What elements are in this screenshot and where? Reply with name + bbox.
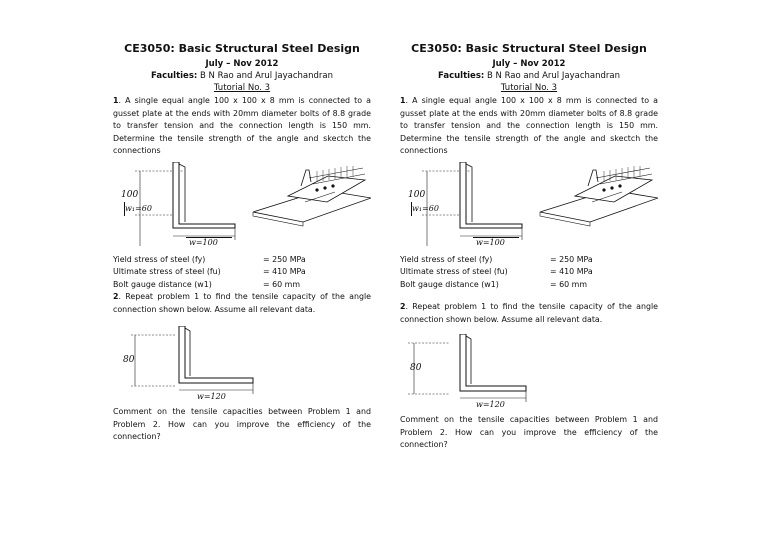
- property-row: [113, 266, 371, 279]
- angle-section-figure: [400, 162, 658, 254]
- width-label: w=100: [189, 237, 218, 247]
- material-properties: [113, 254, 371, 292]
- property-label: Yield stress of steel (fy): [400, 254, 493, 264]
- property-label: Ultimate stress of steel (fu): [400, 267, 508, 276]
- property-row: [113, 279, 371, 292]
- angle-section-figure: [113, 162, 371, 254]
- angle-section-figure-2: [113, 326, 371, 406]
- course-title: CE3050: Basic Structural Steel Design: [124, 42, 360, 55]
- gauge-label: w₁=60: [125, 203, 152, 213]
- tutorial-number: Tutorial No. 3: [213, 83, 271, 93]
- property-row: [400, 254, 658, 267]
- figure-1: [400, 162, 658, 254]
- spacer: [400, 291, 658, 301]
- property-label: Bolt gauge distance (w1): [113, 279, 212, 289]
- height-label: 80: [123, 355, 135, 365]
- problem-1-text: [113, 95, 371, 158]
- property-label: Ultimate stress of steel (fu): [113, 267, 221, 276]
- connection-sketch: [253, 166, 371, 226]
- material-properties: [400, 254, 658, 292]
- figure-2: [113, 326, 371, 406]
- problem-2-number: 2: [400, 302, 406, 311]
- property-row: [400, 279, 658, 292]
- height-label: 100: [408, 189, 426, 200]
- faculties-names: B N Rao and Arul Jayachandran: [486, 71, 620, 81]
- problem-1-body: . A single equal angle 100 x 100 x 8 mm is connected to a gusset plate at the ends with 20mm diameter bolts of 8.8 grade to transfer tension and the connection length is 150 mm. Determine the tensile strength of the angle and skectch the connections: [113, 96, 371, 155]
- width-label: w=120: [476, 400, 505, 409]
- property-value: = 250 MPa: [263, 254, 306, 264]
- property-label: Bolt gauge distance (w1): [400, 279, 499, 289]
- problem-2-body: . Repeat problem 1 to find the tensile capacity of the angle connection shown below. Assume all relevant data.: [113, 292, 371, 314]
- problem-1-number: 1: [400, 96, 406, 105]
- figure-1: [113, 162, 371, 254]
- problem-1-text: [400, 95, 658, 158]
- faculties-line: [400, 71, 658, 81]
- course-title: CE3050: Basic Structural Steel Design: [411, 42, 647, 55]
- tutorial-number: Tutorial No. 3: [500, 83, 558, 93]
- property-value: = 60 mm: [263, 279, 301, 289]
- width-label: w=120: [197, 392, 226, 401]
- gauge-label: w₁=60: [412, 203, 439, 213]
- problem-1-body: . A single equal angle 100 x 100 x 8 mm is connected to a gusset plate at the ends with 20mm diameter bolts of 8.8 grade to transfer tension and the connection length is 150 mm. Determine the tensile strength of the angle and skectch the connections: [400, 96, 658, 155]
- height-label: 80: [410, 363, 422, 373]
- property-label: Yield stress of steel (fy): [113, 254, 206, 264]
- property-row: [113, 254, 371, 267]
- problem-2-number: 2: [113, 292, 119, 301]
- problem-2-text: [113, 291, 371, 316]
- property-value: = 60 mm: [550, 279, 588, 289]
- problem-1-number: 1: [113, 96, 119, 105]
- faculties-names: B N Rao and Arul Jayachandran: [199, 71, 333, 81]
- comment-text: Comment on the tensile capacities between Problem 1 and Problem 2. How can you improve the efficiency of the connection?: [113, 407, 371, 441]
- faculties-line: [113, 71, 371, 81]
- property-row: [400, 266, 658, 279]
- faculties-label: Faculties:: [151, 71, 198, 81]
- property-value: = 410 MPa: [550, 267, 593, 276]
- property-value: = 410 MPa: [263, 267, 306, 276]
- session-dates: July – Nov 2012: [205, 59, 279, 69]
- comment-text: Comment on the tensile capacities between Problem 1 and Problem 2. How can you improve the efficiency of the connection?: [400, 415, 658, 449]
- figure-2: [400, 334, 658, 414]
- angle-section-figure-2: [400, 334, 658, 414]
- tutorial-sheet-right: [400, 42, 658, 452]
- problem-2-body: . Repeat problem 1 to find the tensile capacity of the angle connection shown below. Assume all relevant data.: [400, 302, 658, 324]
- faculties-label: Faculties:: [438, 71, 485, 81]
- width-label: w=100: [476, 237, 505, 247]
- height-label: 100: [121, 189, 139, 200]
- session-dates: July – Nov 2012: [492, 59, 566, 69]
- connection-sketch: [540, 166, 658, 226]
- tutorial-sheet-left: [113, 42, 371, 444]
- problem-2-text: [400, 301, 658, 326]
- property-value: = 250 MPa: [550, 254, 593, 264]
